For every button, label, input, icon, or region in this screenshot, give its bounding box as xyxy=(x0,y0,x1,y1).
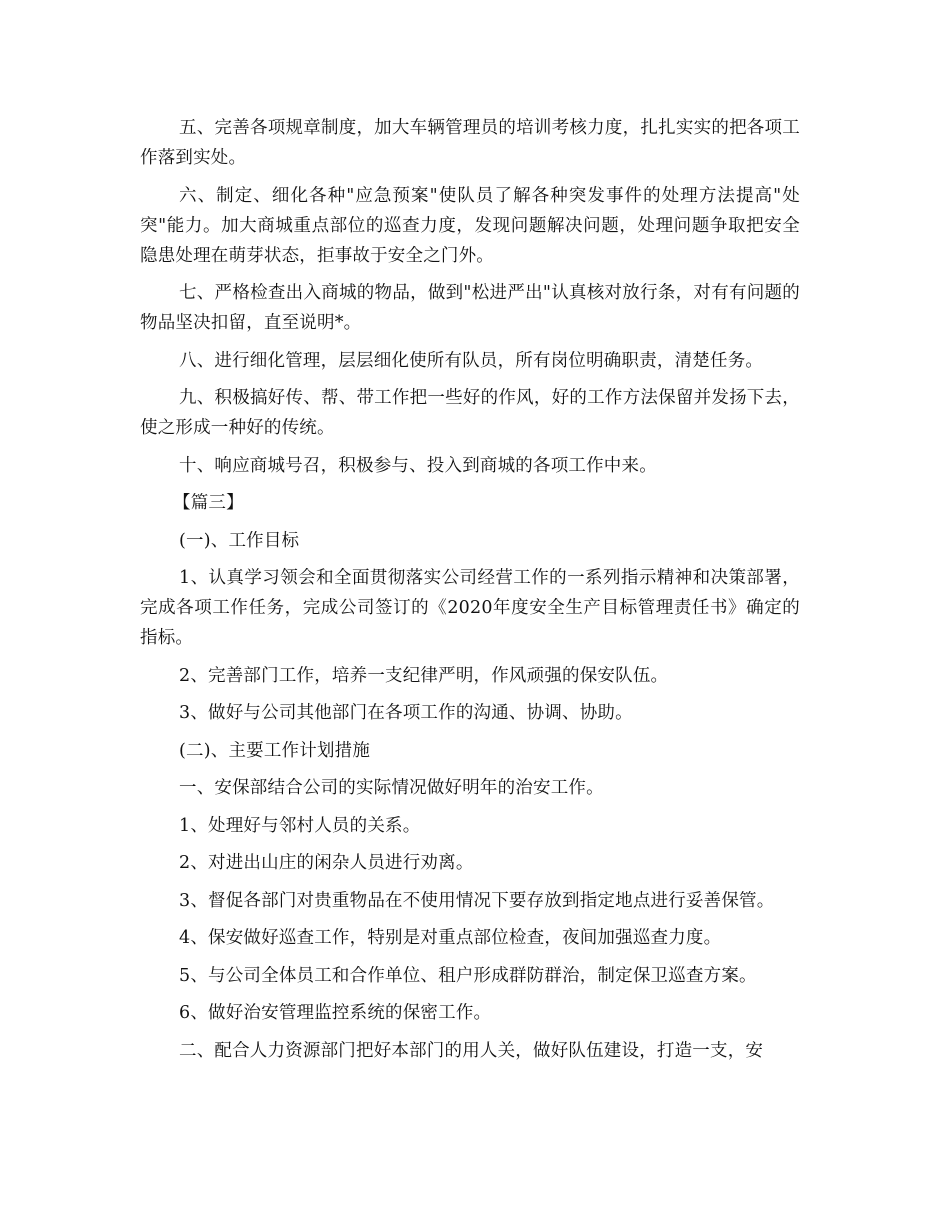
paragraph-5: 五、完善各项规章制度，加大车辆管理员的培训考核力度，扎扎实实的把各项工作落到实处。 xyxy=(140,118,800,168)
goal-item-1: 1、认真学习领会和全面贯彻落实公司经营工作的一系列指示精神和决策部署，完成各项工作任务，完成公司签订的《2020年度安全生产目标管理责任书》确定的指标。 xyxy=(140,568,800,648)
document-body xyxy=(140,113,800,1073)
goal-item-2: 2、完善部门工作，培养一支纪律严明，作风顽强的保安队伍。 xyxy=(179,665,669,686)
measure-section-2: 二、配合人力资源部门把好本部门的用人关，做好队伍建设，打造一支，安 xyxy=(179,1040,764,1061)
measure-item-1: 1、处理好与邻村人员的关系。 xyxy=(179,815,421,836)
paragraph-10: 十、响应商城号召，积极参与、投入到商城的各项工作中来。 xyxy=(179,455,657,476)
measure-section-1: 一、安保部结合公司的实际情况做好明年的治安工作。 xyxy=(179,778,604,798)
paragraph-7: 七、严格检查出入商城的物品，做到"松进严出"认真核对放行条，对有有问题的物品坚决扣留，直至说明*。 xyxy=(140,283,800,333)
measure-item-6: 6、做好治安管理监控系统的保密工作。 xyxy=(179,1003,492,1023)
subheading-work-goals: (一)、工作目标 xyxy=(179,530,300,551)
paragraph-8: 八、进行细化管理，层层细化使所有队员，所有岗位明确职责，清楚任务。 xyxy=(179,350,764,371)
paragraph-9: 九、积极搞好传、帮、带工作把一些好的作风，好的工作方法保留并发扬下去，使之形成一种好的传统。 xyxy=(140,388,800,438)
subheading-main-measures: (二)、主要工作计划措施 xyxy=(179,740,371,761)
section-heading-part3: 【篇三】 xyxy=(173,493,244,513)
measure-item-3: 3、督促各部门对贵重物品在不使用情况下要存放到指定地点进行妥善保管。 xyxy=(179,890,775,911)
goal-item-3: 3、做好与公司其他部门在各项工作的沟通、协调、协助。 xyxy=(179,703,633,723)
measure-item-2: 2、对进出山庄的闲杂人员进行劝离。 xyxy=(179,853,474,873)
measure-item-4: 4、保安做好巡查工作，特别是对重点部位检查，夜间加强巡查力度。 xyxy=(179,928,722,948)
measure-item-5: 5、与公司全体员工和合作单位、租户形成群防群治，制定保卫巡查方案。 xyxy=(179,965,757,986)
paragraph-6: 六、制定、细化各种"应急预案"使队员了解各种突发事件的处理方法提高"处突"能力。加大商城重点部位的巡查力度，发现问题解决问题，处理问题争取把安全隐患处理在萌芽状态，拒事故于安全之门外。 xyxy=(140,185,800,266)
